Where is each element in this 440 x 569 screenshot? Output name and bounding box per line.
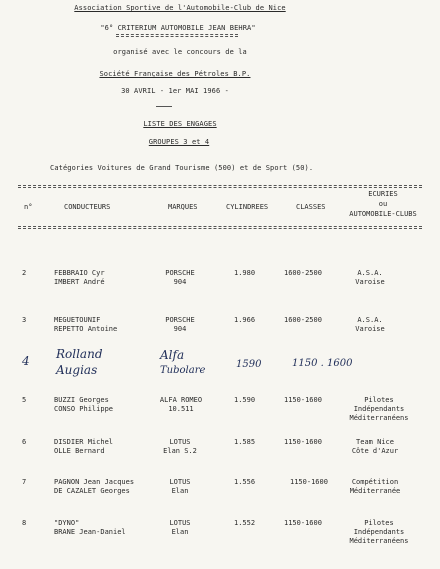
entry-class: 1150-1600	[284, 396, 322, 404]
entry-drivers: BUZZI Georges CONSO Philippe	[54, 396, 114, 413]
entry-club: Team Nice Côte d'Azur	[351, 438, 399, 455]
list-title: LISTE DES ENGAGES	[143, 120, 217, 128]
entry-make: Alfa Tubolare	[160, 348, 206, 376]
entry-drivers: DISDIER Michel OLLE Bernard	[54, 438, 114, 455]
entry-make: LOTUS Elan	[169, 519, 191, 536]
event-underline	[116, 34, 238, 35]
entry-displacement: 1.556	[234, 478, 256, 486]
entry-displacement: 1590	[236, 359, 262, 370]
entry-number: 3	[22, 316, 27, 324]
col-header-makes: MARQUES	[168, 203, 198, 211]
table-header-rule	[18, 226, 422, 227]
entry-club: Pilotes Indépendants Méditerranéens	[349, 396, 409, 422]
entry-number: 4	[22, 354, 30, 368]
entry-make: PORSCHE 904	[165, 269, 195, 286]
table-top-rule-2	[18, 187, 422, 188]
table-top-rule	[18, 185, 422, 186]
entry-displacement: 1.980	[234, 269, 256, 277]
entry-club: A.S.A. Varoise	[355, 316, 385, 333]
entry-make: LOTUS Elan	[169, 478, 191, 495]
entry-club: Compétition Méditerranée	[349, 478, 401, 495]
col-header-stables: ECURIES ou AUTOMOBILE-CLUBS	[349, 190, 417, 218]
entry-make: LOTUS Elan S.2	[163, 438, 197, 455]
entry-number: 5	[22, 396, 27, 404]
event-title: "6° CRITERIUM AUTOMOBILE JEAN BEHRA"	[100, 24, 256, 32]
sponsor-line: Société Française des Pétroles B.P.	[99, 70, 251, 78]
entry-class: 1600-2500	[284, 316, 322, 324]
col-header-drivers: CONDUCTEURS	[64, 203, 111, 211]
col-header-classes: CLASSES	[296, 203, 326, 211]
dates-line: 30 AVRIL - 1er MAI 1966 -	[121, 87, 229, 95]
categories-line: Catégories Voitures de Grand Tourisme (500) et de Sport (50).	[50, 164, 314, 172]
entry-displacement: 1.966	[234, 316, 256, 324]
entry-number: 7	[22, 478, 27, 486]
entry-number: 2	[22, 269, 27, 277]
entry-displacement: 1.590	[234, 396, 256, 404]
entry-number: 6	[22, 438, 27, 446]
entry-displacement: 1.585	[234, 438, 256, 446]
entry-make: PORSCHE 904	[165, 316, 195, 333]
entry-club: A.S.A. Varoise	[355, 269, 385, 286]
entry-drivers: PAGNON Jean Jacques DE CAZALET Georges	[54, 478, 135, 495]
entry-class: 1600-2500	[284, 269, 322, 277]
entry-drivers: Rolland Augias	[56, 347, 103, 377]
event-underline-2	[116, 36, 238, 37]
entry-make: ALFA ROMEO 10.511	[159, 396, 203, 413]
groups-line: GROUPES 3 et 4	[148, 138, 210, 146]
col-header-displacement: CYLINDREES	[226, 203, 269, 211]
col-header-num: n°	[24, 203, 33, 211]
table-header-rule-2	[18, 228, 422, 229]
entry-number: 8	[22, 519, 27, 527]
entry-class: 1150-1600	[284, 438, 322, 446]
entry-drivers: MEGUETOUNIF REPETTO Antoine	[54, 316, 118, 333]
entry-displacement: 1.552	[234, 519, 256, 527]
organized-with-line: organisé avec le concours de la	[113, 48, 247, 56]
entry-class: 1150-1600	[284, 519, 322, 527]
organizer-line: Association Sportive de l'Automobile-Club de Nice	[74, 4, 286, 12]
entry-drivers: FEBBRAIO Cyr IMBERT André	[54, 269, 105, 286]
short-rule	[156, 106, 172, 107]
entry-class: 1150-1600	[290, 478, 328, 486]
entry-drivers: "DYNO" BRANE Jean-Daniel	[54, 519, 126, 536]
entry-club: Pilotes Indépendants Méditerranéens	[349, 519, 409, 545]
entry-class: 1150 . 1600	[292, 358, 353, 369]
